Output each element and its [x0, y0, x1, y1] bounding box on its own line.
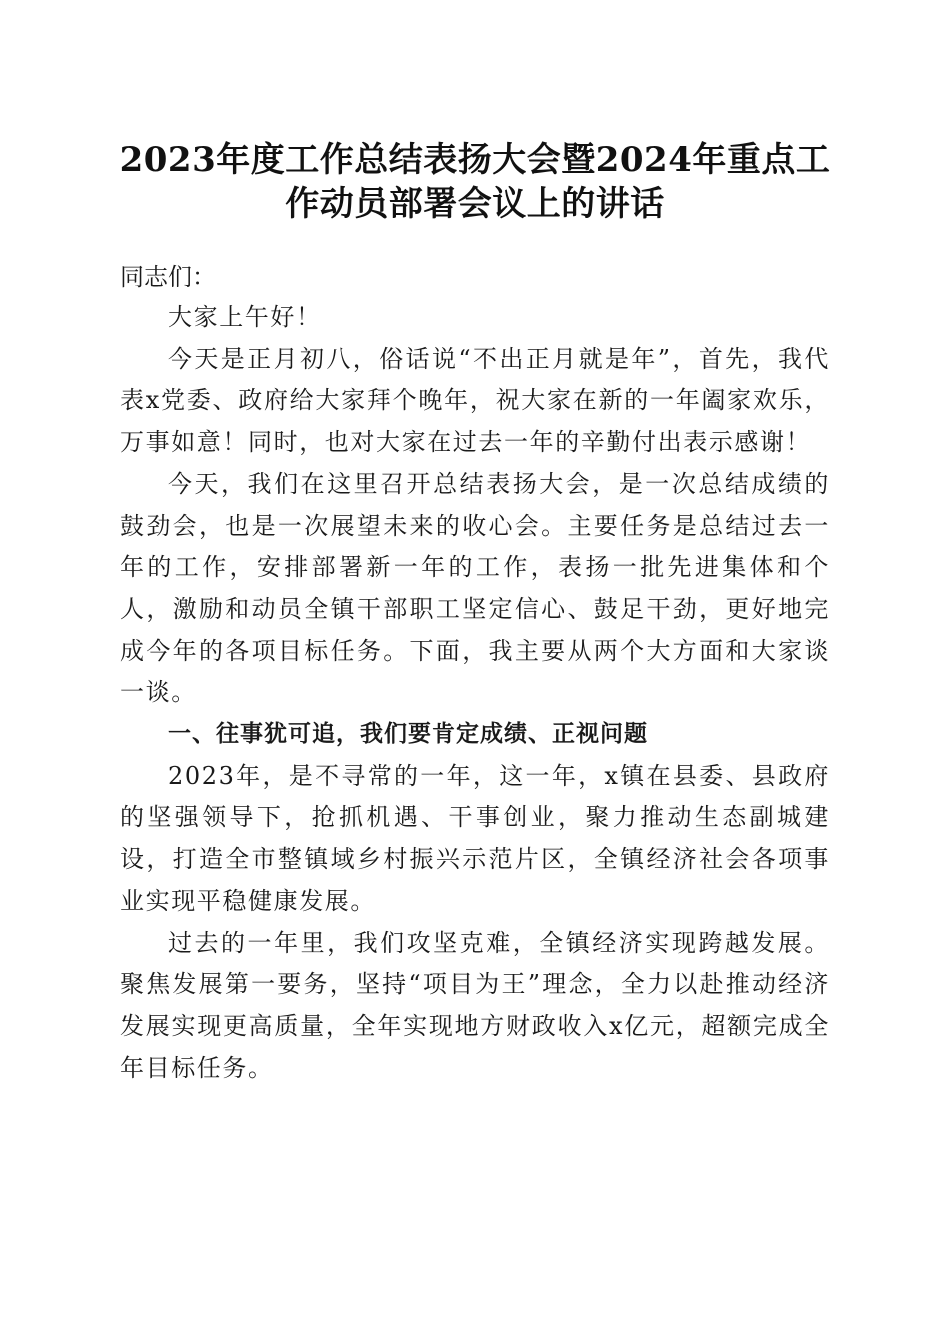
document-body [120, 257, 830, 1089]
document-title-line-1: 2023年度工作总结表扬大会暨2024年重点工 [119, 140, 831, 180]
salutation: 同志们： [120, 263, 216, 291]
document-title-line-2: 作动员部署会议上的讲话 [285, 184, 665, 224]
section-heading-1: 一、往事犹可追，我们要肯定成绩、正视问题 [168, 721, 648, 748]
opening-paragraph: 今天是正月初八，俗话说“不出正月就是年”，首先，我代表x党委、政府给大家拜个晚年，祝大家在新的一年阖家欢乐，万事如意！同时，也对大家在过去一年的辛勤付出表示感谢！ [120, 344, 830, 457]
section-1-paragraph-1: 2023年，是不寻常的一年，这一年，x镇在县委、县政府的坚强领导下，抢抓机遇、干事创业，聚力推动生态副城建设，打造全市整镇域乡村振兴示范片区，全镇经济社会各项事业实现平稳健康发展。 [120, 761, 830, 915]
section-1-paragraph-2: 过去的一年里，我们攻坚克难，全镇经济实现跨越发展。聚焦发展第一要务，坚持“项目为王”理念，全力以赴推动经济发展实现更高质量，全年实现地方财政收入x亿元，超额完成全年目标任务。 [120, 928, 830, 1082]
purpose-paragraph: 今天，我们在这里召开总结表扬大会，是一次总结成绩的鼓劲会，也是一次展望未来的收心会。主要任务是总结过去一年的工作，安排部署新一年的工作，表扬一批先进集体和个人，激励和动员全镇干部职工坚定信心、鼓足干劲，更好地完成今年的各项目标任务。下面，我主要从两个大方面和大家谈一谈。 [120, 469, 830, 707]
greeting-paragraph: 大家上午好！ [168, 303, 322, 331]
